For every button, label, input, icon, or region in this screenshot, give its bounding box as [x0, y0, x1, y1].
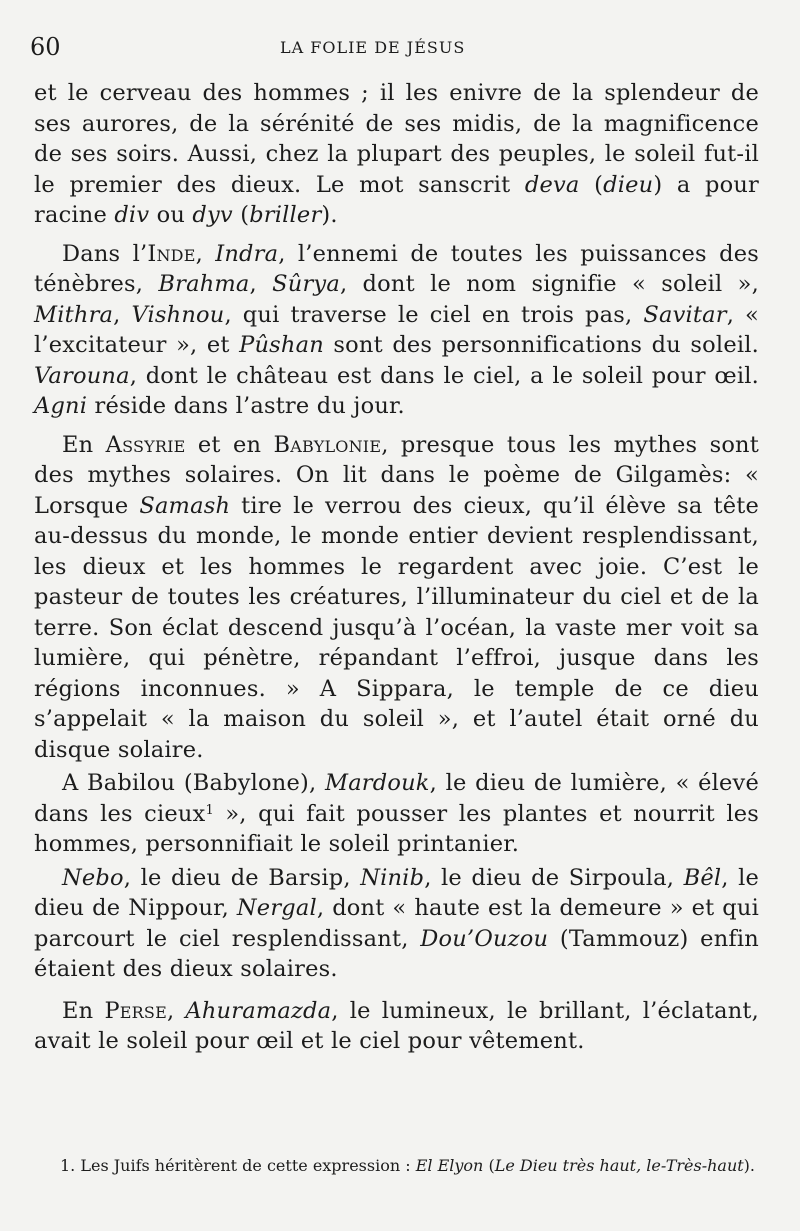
text: Les Juifs héritèrent de cette expression :	[75, 1156, 416, 1175]
text: ,	[113, 301, 132, 328]
italic-word: Le Dieu très haut, le-Très-haut	[494, 1156, 744, 1175]
text: , le lumineux, le brillant, l’éclatant, avait le soleil pour œil et le ciel pour vêtement.	[34, 997, 759, 1054]
text: (	[483, 1156, 495, 1175]
smallcaps-word: Assyrie	[105, 431, 186, 458]
page-header	[30, 30, 760, 64]
text: (	[579, 171, 604, 198]
page-number: 60	[30, 33, 61, 61]
text: ) a pour racine	[34, 171, 759, 228]
text: , dont le château est dans le ciel, a le soleil pour œil.	[129, 362, 759, 389]
italic-word: Bêl	[683, 864, 722, 891]
text: ,	[195, 240, 216, 267]
italic-word: Brahma	[158, 271, 250, 297]
italic-word: Samash	[139, 492, 231, 519]
italic-word: Dou’Ouzou	[420, 925, 549, 952]
text: ).	[321, 202, 338, 228]
footnote-number: 1.	[60, 1156, 76, 1175]
paragraph-6	[34, 996, 759, 1057]
text: (Tammouz) enfin étaient des dieux solaires.	[34, 925, 759, 982]
text: Dans l’	[62, 240, 148, 267]
text: , qui traverse le ciel en trois pas,	[224, 301, 644, 328]
text: ,	[166, 997, 186, 1024]
italic-word: deva	[524, 171, 580, 198]
italic-word: Ninib	[360, 864, 425, 891]
page-body	[34, 78, 759, 1065]
paragraph-5	[34, 863, 759, 985]
italic-word: Nebo	[62, 864, 124, 891]
text: , le dieu de Barsip,	[123, 864, 361, 891]
italic-word: Mithra	[34, 301, 114, 328]
text: réside dans l’astre du jour.	[87, 393, 405, 419]
text: sont des personnifications du soleil.	[323, 332, 759, 358]
smallcaps-word: Babylonie	[273, 431, 382, 458]
italic-word: Savitar	[643, 301, 727, 328]
smallcaps-word: Inde	[147, 240, 196, 267]
text: », qui fait pousser les plantes et nourrit les hommes, personnifiait le soleil printanier.	[34, 800, 759, 857]
text: , « l’excitateur », et	[34, 301, 759, 358]
running-title: LA FOLIE DE JÉSUS	[280, 38, 466, 57]
italic-word: Ahuramazda	[185, 997, 332, 1024]
text: , le dieu de Nippour,	[34, 864, 760, 921]
italic-word: Varouna	[34, 362, 130, 389]
text: , dont « haute est la demeure » et qui parcourt le ciel resplendissant,	[34, 895, 759, 952]
paragraph-2	[34, 239, 759, 422]
text: (	[232, 202, 250, 228]
paragraph-3	[34, 430, 759, 766]
text: ).	[743, 1156, 755, 1175]
italic-word: briller	[249, 202, 322, 228]
text: et le cerveau des hommes ; il les enivre de la splendeur de ses aurores, de la sérénité de ses midis, de la magnificence de ses soirs. Aussi, chez la plupart des peuples, le soleil fut-il le premier des dieux. Le mot sanscrit	[34, 80, 759, 198]
italic-word: Indra	[215, 240, 279, 267]
italic-word: div	[114, 202, 150, 228]
italic-word: Agni	[34, 393, 88, 419]
text: tire le verrou des cieux, qu’il élève sa tête au-dessus du monde, le monde entier devient resplendissant, les dieux et les hommes le regardent avec joie. C’est le pasteur de toutes les créatures, l’illuminateur du ciel et de la terre. Son éclat descend jusqu’à l’océan, la vaste mer voit sa lumière, qui pénètre, répandant l’effroi, jusque dans les régions inconnues. » A Sippara, le temple de ce dieu s’appelait « la maison du soleil », et l’autel était orné du disque solaire.	[34, 492, 759, 763]
text: En	[62, 997, 105, 1024]
italic-word: Nergal	[236, 895, 317, 921]
italic-word: Vishnou	[131, 301, 225, 328]
text: et en	[185, 431, 274, 458]
italic-word: Pûshan	[239, 332, 324, 358]
italic-word: Mardouk	[324, 770, 430, 796]
text: A Babilou (Babylone),	[62, 770, 325, 796]
text: , le dieu de lumière, « élevé dans les cieux	[34, 770, 759, 827]
text: , presque tous les mythes sont des mythes solaires. On lit dans le poème de Gilgamès: « Lorsque	[34, 431, 759, 519]
smallcaps-word: Perse	[104, 997, 167, 1024]
text: ,	[249, 271, 273, 297]
text: En	[62, 431, 106, 458]
text: , dont le nom signifie « soleil »,	[339, 271, 759, 297]
footnote-reference: 1	[205, 802, 214, 818]
text: , le dieu de Sirpoula,	[424, 864, 684, 891]
italic-word: dyv	[192, 202, 233, 228]
text: ou	[149, 202, 193, 228]
italic-word: Sûrya	[272, 271, 340, 297]
italic-word: El Elyon	[415, 1156, 484, 1175]
italic-word: dieu	[603, 171, 654, 198]
paragraph-4	[34, 768, 759, 860]
text: , l’ennemi de toutes les puissances des ténèbres,	[34, 240, 759, 297]
footnote	[40, 1155, 762, 1177]
paragraph-1	[34, 78, 759, 231]
